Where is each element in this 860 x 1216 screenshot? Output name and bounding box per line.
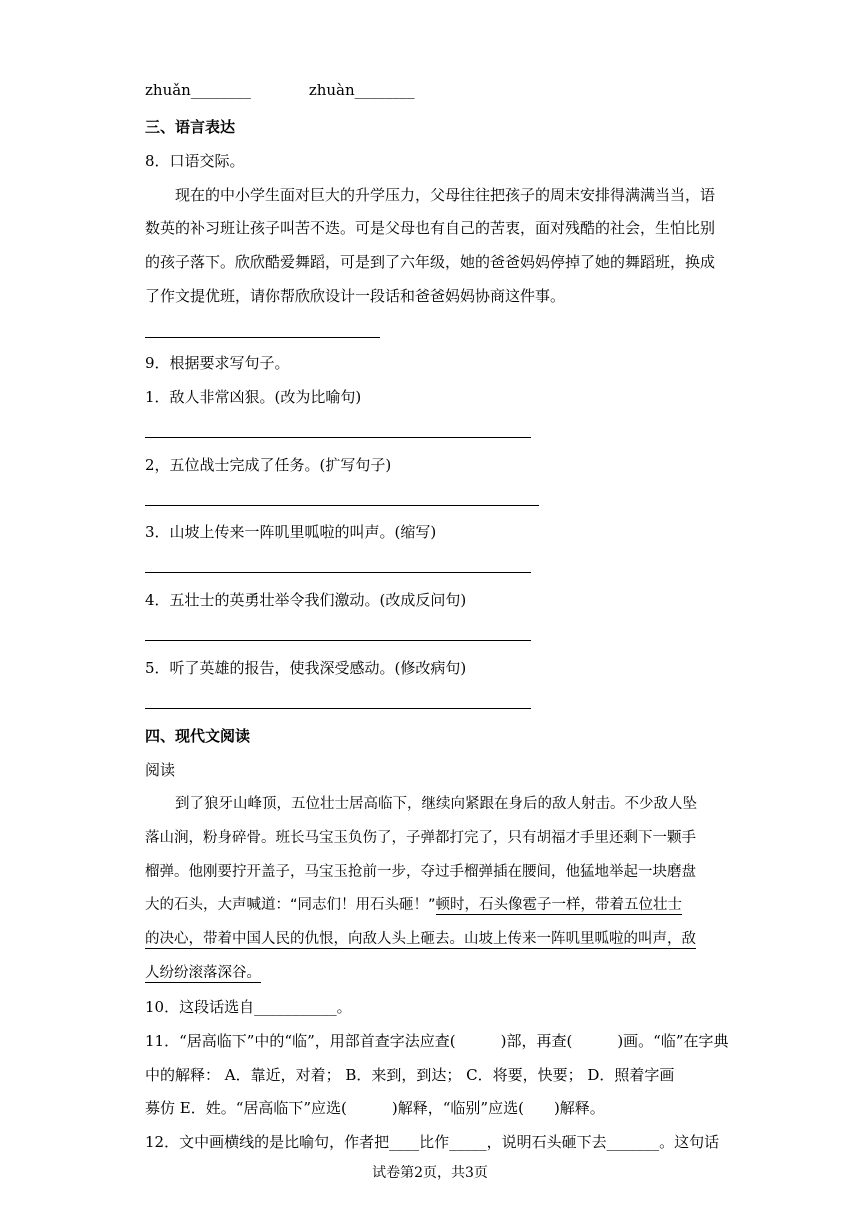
- passage-line-5-underlined: 的决心，带着中国人民的仇恨，向敌人头上砸去。山坡上传来一阵叽里呱啦的叫声，敌: [145, 931, 696, 947]
- passage-line-5: [145, 930, 696, 948]
- q9-item-3-answer-line: [145, 572, 531, 573]
- q9-item-5: 5．听了英雄的报告，使我深受感动。(修改病句): [145, 659, 467, 677]
- q9-item-3: 3．山坡上传来一阵叽里呱啦的叫声。(缩写): [145, 523, 437, 541]
- passage-line-4-plain: 大的石头，大声喊道：“同志们！用石头砸！”: [145, 897, 436, 913]
- q8-answer-line: [145, 337, 380, 338]
- q9-item-2-answer-line: [145, 505, 539, 506]
- passage-line-4: [145, 896, 682, 914]
- reading-subheading: 阅读: [145, 761, 176, 779]
- q8-text-line-3: 的孩子落下。欣欣酷爱舞蹈，可是到了六年级，她的爸爸妈妈停掉了她的舞蹈班，换成: [145, 253, 716, 271]
- q9-item-5-answer-line: [145, 708, 531, 709]
- q9-item-4-answer-line: [145, 640, 531, 641]
- passage-line-3: 榴弹。他刚要拧开盖子，马宝玉抢前一步，夺过手榴弹插在腰间，他猛地举起一块磨盘: [145, 864, 696, 880]
- q9-item-1: 1．敌人非常凶狠。(改为比喻句): [145, 388, 362, 406]
- q8-text-line-4: 了作文提优班，请你帮欣欣设计一段话和爸爸妈妈协商这件事。: [145, 287, 566, 305]
- passage-line-6: [145, 964, 261, 982]
- passage-line-2: 落山涧，粉身碎骨。班长马宝玉负伤了，子弹都打完了，只有胡福才手里还剩下一颗手: [145, 830, 696, 846]
- q9-item-4: 4．五壮士的英勇壮举令我们激动。(改成反问句): [145, 591, 467, 609]
- passage-line-4-underlined: 顿时，石头像雹子一样，带着五位壮士: [435, 897, 683, 913]
- passage-line-6-underlined: 人纷纷滚落深谷。: [145, 965, 261, 981]
- question-11-line-3: 募仿 E．姓。“居高临下”应选( )解释，“临别”应选( )解释。: [145, 1099, 605, 1117]
- pinyin-right-blank: zhuàn________: [308, 81, 415, 99]
- passage-line-1: 到了狼牙山峰顶，五位壮士居高临下，继续向紧跟在身后的敌人射击。不少敌人坠: [175, 796, 697, 812]
- question-9-title: 9．根据要求写句子。: [145, 354, 290, 372]
- pinyin-row: [145, 81, 415, 99]
- question-12: 12．文中画横线的是比喻句，作者把____比作_____，说明石头砸下去_______。这句话: [145, 1133, 720, 1151]
- section-four-heading: 四、现代文阅读: [145, 727, 251, 745]
- pinyin-left-blank: zhuǎn________: [145, 81, 251, 99]
- q9-item-2: 2，五位战士完成了任务。(扩写句子): [145, 456, 392, 474]
- question-10: 10．这段话选自___________。: [145, 998, 352, 1016]
- q9-item-1-answer-line: [145, 437, 531, 438]
- section-three-heading: 三、语言表达: [145, 118, 236, 136]
- question-8-title: 8．口语交际。: [145, 152, 245, 170]
- question-11-line-1: 11．“居高临下”中的“临”，用部首查字法应查( )部，再查( )画。“临”在字典: [145, 1032, 729, 1050]
- q8-text-line-1: 现在的中小学生面对巨大的升学压力，父母往往把孩子的周末安排得满满当当，语: [175, 186, 716, 204]
- question-11-line-2: 中的解释： A．靠近，对着； B．来到，到达； C．将要，快要； D．照着字画: [145, 1066, 675, 1084]
- page-footer: 试卷第2页，共3页: [372, 1165, 488, 1181]
- q8-text-line-2: 数英的补习班让孩子叫苦不迭。可是父母也有自己的苦衷，面对残酷的社会，生怕比别: [145, 219, 716, 237]
